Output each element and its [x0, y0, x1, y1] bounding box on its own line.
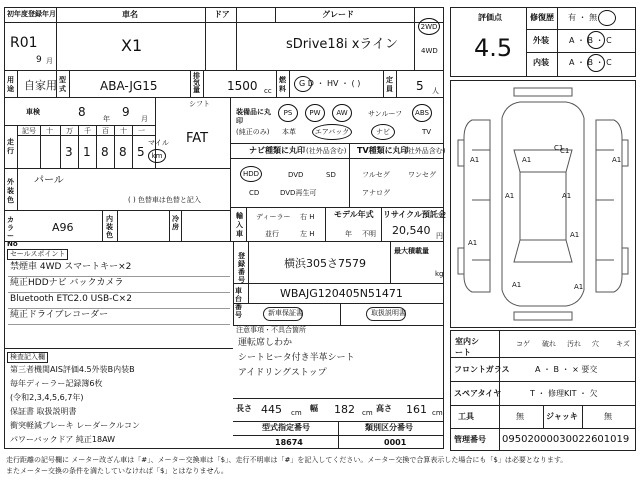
inspection-year: 8: [78, 105, 86, 119]
selling-point-line: 純正HDDナビ バックカメラ: [10, 278, 124, 288]
model-year-unknown: 不明: [362, 230, 376, 238]
cc-unit: cc: [264, 87, 272, 95]
equipment-item: TV: [422, 128, 432, 136]
registration-label: 登録番号: [238, 252, 245, 284]
inspector-line: 毎年ディーラー記録簿6枚: [10, 379, 103, 388]
selling-point-line: Bluetooth ETC2.0 USB-C×2: [10, 294, 132, 304]
diagram-mark: A1: [612, 156, 622, 164]
diagram-mark: C1: [560, 147, 570, 155]
exterior-grade-label: 外装: [533, 36, 549, 45]
mileage-unit-label: 一: [138, 127, 145, 135]
model-label: 型式: [59, 76, 66, 93]
mileage-unit-label: 百: [102, 127, 109, 135]
inspector-label: 検査記入欄: [7, 352, 48, 363]
interior-label: 内装色: [106, 215, 113, 239]
displacement: 1500: [227, 79, 258, 93]
score: 4.5: [474, 34, 513, 62]
nav-item: SD: [326, 171, 336, 179]
seat-item: コゲ: [516, 340, 530, 348]
equipment-item: サンルーフ: [368, 110, 403, 118]
equipment-item-circle: PW: [305, 104, 325, 122]
type-no: 18674: [275, 438, 303, 447]
car-name-label: 車名: [122, 10, 138, 19]
recycle-label: リサイクル預託金: [383, 210, 446, 219]
mileage-digit: 5: [137, 145, 145, 159]
selling-point-underline: [8, 292, 230, 293]
first-reg-month: 9: [36, 55, 42, 65]
width-value: 182: [334, 403, 355, 416]
width-label: 幅: [310, 404, 318, 413]
mileage-unit-label: 記号: [22, 127, 36, 135]
model-year-unit: 年: [345, 230, 352, 238]
mileage-divider: [60, 125, 61, 168]
max-load-label: 最大積載量: [394, 247, 429, 255]
footer-line-2: またメーター交換の条件を満たしていなければ「$」とはなりません。: [6, 467, 228, 475]
mgmt-no: 09502000030022601019: [502, 434, 630, 445]
tv-label: TV種類に丸印: [357, 146, 409, 155]
car-name: X1: [121, 36, 143, 55]
mileage-divider: [132, 125, 133, 168]
car-diagram: [450, 80, 636, 328]
displacement-label: 排気量: [193, 72, 200, 94]
score-label: 評価点: [478, 13, 502, 22]
color-no-label: カラーNo: [7, 216, 18, 248]
chassis-number: WBAJG120405N51471: [280, 287, 403, 300]
glass-label: フロントガラス: [454, 365, 510, 374]
fuel-label: 燃料: [279, 76, 286, 93]
inspection-label: 車検: [26, 108, 40, 116]
remark-line: アイドリングストップ: [238, 368, 327, 378]
diagram-mark: A1: [468, 239, 478, 247]
model: ABA-JG15: [100, 79, 158, 93]
first-reg-month-unit: 月: [46, 57, 53, 65]
capacity: 5: [416, 79, 424, 93]
height-value: 161: [406, 403, 427, 416]
shift: FAT: [186, 131, 209, 146]
selling-point-line: 純正ドライブレコーダー: [10, 310, 109, 320]
seat-item: 汚れ: [567, 340, 581, 348]
mileage-unit-label: 十: [120, 127, 127, 135]
drive-2wd: 2WD: [420, 22, 438, 31]
model-year-label: モデル年式: [334, 210, 374, 219]
interior-grade-label: 内装: [533, 58, 549, 67]
repair-label: 修復歴: [530, 13, 554, 22]
color-no: A96: [52, 221, 74, 234]
inspector-line: (令和2,3,4,5,6,7年): [10, 393, 84, 402]
mileage-label: 走行: [7, 138, 14, 155]
seat-label: 室内シート: [455, 337, 479, 357]
max-load-kg: kg: [435, 270, 444, 278]
length-value: 445: [261, 403, 282, 416]
repair-options: 有 ・ 無: [568, 13, 598, 22]
km-label: km: [151, 152, 163, 160]
registration-number: 横浜305さ7579: [284, 257, 366, 270]
nav-item: DVD: [288, 171, 304, 179]
diagram-mark: A1: [570, 231, 580, 239]
mgmt-label: 管理番号: [454, 435, 486, 444]
import-dealer: ディーラー: [256, 213, 291, 221]
height-unit: cm: [432, 409, 443, 417]
manual: 取扱説明書: [371, 309, 406, 317]
remarks-label: 注意事項・不具合箇所: [236, 326, 306, 334]
mileage-unit-label: 万: [66, 127, 73, 135]
diagram-mark: C1: [554, 144, 564, 152]
mileage-unit-label: 千: [84, 127, 91, 135]
import-left: 左 H: [300, 230, 315, 238]
seat-item: キズ: [616, 340, 630, 348]
type-no-label: 型式指定番号: [262, 423, 310, 432]
mile-label: マイル: [148, 139, 169, 147]
fuel-options: G D ・ HV ・ ( ): [299, 79, 361, 88]
equipment-item-circle: ナビ: [371, 124, 395, 140]
class-no-label: 類別区分番号: [365, 423, 413, 432]
inspection-month-unit: 月: [141, 115, 148, 123]
seat-item: 穴: [592, 340, 599, 348]
recycle-yen: 円: [436, 232, 443, 240]
length-label: 長さ: [236, 404, 252, 413]
exterior-color: パール: [34, 175, 64, 186]
spare-items: T ・ 修理KIT ・ 欠: [530, 389, 598, 398]
nav-sublabel: (社外品含む): [306, 147, 347, 155]
mileage-digit: 1: [83, 145, 91, 159]
height-label: 高さ: [376, 404, 392, 413]
equipment-label: 装備品に丸印: [236, 108, 271, 125]
mileage-divider: [114, 125, 115, 168]
remark-line: 運転席しわか: [238, 338, 293, 348]
nav-label: ナビ種類に丸印: [249, 146, 305, 155]
shift-label: シフト: [189, 100, 210, 108]
capacity-label: 定員: [386, 76, 393, 93]
import-parallel: 並行: [265, 230, 279, 238]
inspector-line: 衝突軽減ブレーキ レーダークルコン: [10, 421, 140, 430]
new-warranty: 新車保証書: [268, 309, 303, 317]
interior-grades: A ・ B ・ C: [569, 58, 612, 67]
selling-point-underline: [8, 308, 230, 309]
kiban-label: 冷房: [172, 215, 179, 231]
grade: sDrive18i xライン: [286, 37, 399, 52]
glass-items: A ・ B ・ × 要交: [535, 365, 598, 374]
selling-point-underline: [8, 324, 230, 325]
inspector-line: 保証書 取扱説明書: [10, 407, 77, 416]
tools-value: 無: [516, 412, 524, 421]
inspector-line: パワーバックドア 純正18AW: [10, 435, 116, 444]
recycle-amount: 20,540: [392, 224, 431, 237]
usage: 自家用: [24, 79, 57, 92]
first-reg-year: R01: [10, 35, 38, 51]
selling-points-label: セールスポイント: [7, 249, 68, 260]
drive-2wd-circle: [418, 18, 440, 35]
jack-label: ジャッキ: [546, 412, 578, 421]
width-unit: cm: [362, 409, 373, 417]
equipment-item: 本革: [282, 128, 296, 136]
equipment-item-circle: PS: [278, 104, 298, 122]
selling-point-underline: [8, 276, 230, 277]
nav-item: DVD再生可: [280, 189, 317, 197]
tv-item: フルセグ: [362, 171, 390, 179]
equipment-item-circle: ABS: [412, 104, 432, 122]
grade-label: グレード: [322, 10, 354, 19]
diagram-mark: A1: [505, 192, 515, 200]
diagram-mark: A1: [512, 281, 522, 289]
diagram-mark: A1: [470, 156, 480, 164]
mileage-digit: 3: [65, 145, 73, 159]
import-label: 輸入車: [236, 212, 243, 238]
nav-item: CD: [249, 189, 260, 197]
exterior-label: 外装色: [7, 178, 14, 204]
mileage-divider: [78, 125, 79, 168]
equipment-sublabel: (純正のみ): [236, 128, 270, 136]
mileage-digit: 8: [101, 145, 109, 159]
km-circle: [148, 149, 166, 163]
tools-label: 工具: [458, 412, 474, 421]
repair-none-circle: [598, 10, 616, 26]
tv-item: ワンセグ: [408, 171, 436, 179]
import-right: 右 H: [300, 213, 315, 221]
usage-label: 用途: [7, 76, 14, 93]
equipment-item-circle: AW: [332, 104, 352, 122]
inspector-line: 第三者機関AIS評価4.5外装B内装B: [10, 365, 135, 374]
tv-item: アナログ: [362, 189, 390, 197]
capacity-unit: 人: [432, 87, 439, 95]
class-no: 0001: [384, 438, 407, 447]
door-label: ドア: [214, 10, 230, 19]
inspection-month: 9: [122, 105, 130, 119]
exterior-grades: A ・ B ・ C: [569, 36, 612, 45]
diagram-mark: A1: [574, 283, 584, 291]
chassis-label: 車台番号: [235, 287, 242, 319]
drive-4wd: 4WD: [421, 47, 438, 55]
jack-value: 無: [604, 412, 612, 421]
nav-item-circle: HDD: [240, 166, 262, 182]
seat-item: 破れ: [542, 340, 556, 348]
inspection-year-unit: 年: [103, 115, 110, 123]
diagram-mark: A1: [562, 192, 572, 200]
footer-line-1: 走行距離の記号欄に メーター改ざん車は「#」、メーター交換車は「$」、走行不明車は「#」を記入してください。メーター交換で合算表示した場合にも「$」は必要となります。: [6, 456, 568, 464]
tv-sublabel: (社外品含む): [405, 147, 446, 155]
mileage-digit: 8: [119, 145, 127, 159]
selling-point-line: 禁煙車 4WD スマートキー×2: [10, 262, 132, 272]
mileage-divider: [40, 125, 41, 168]
length-unit: cm: [291, 409, 302, 417]
mileage-unit-label: 十: [46, 127, 53, 135]
spare-label: スペアタイヤ: [454, 389, 502, 398]
diagram-mark: A1: [522, 156, 532, 164]
remark-line: シートヒータ付き半革シート: [238, 353, 355, 363]
equipment-item-circle: エアバック: [312, 124, 352, 140]
mileage-divider: [96, 125, 97, 168]
first-reg-label: 初年度登録年月: [7, 10, 56, 18]
exterior-note: ( ) 色替車は色替と記入: [128, 196, 201, 204]
